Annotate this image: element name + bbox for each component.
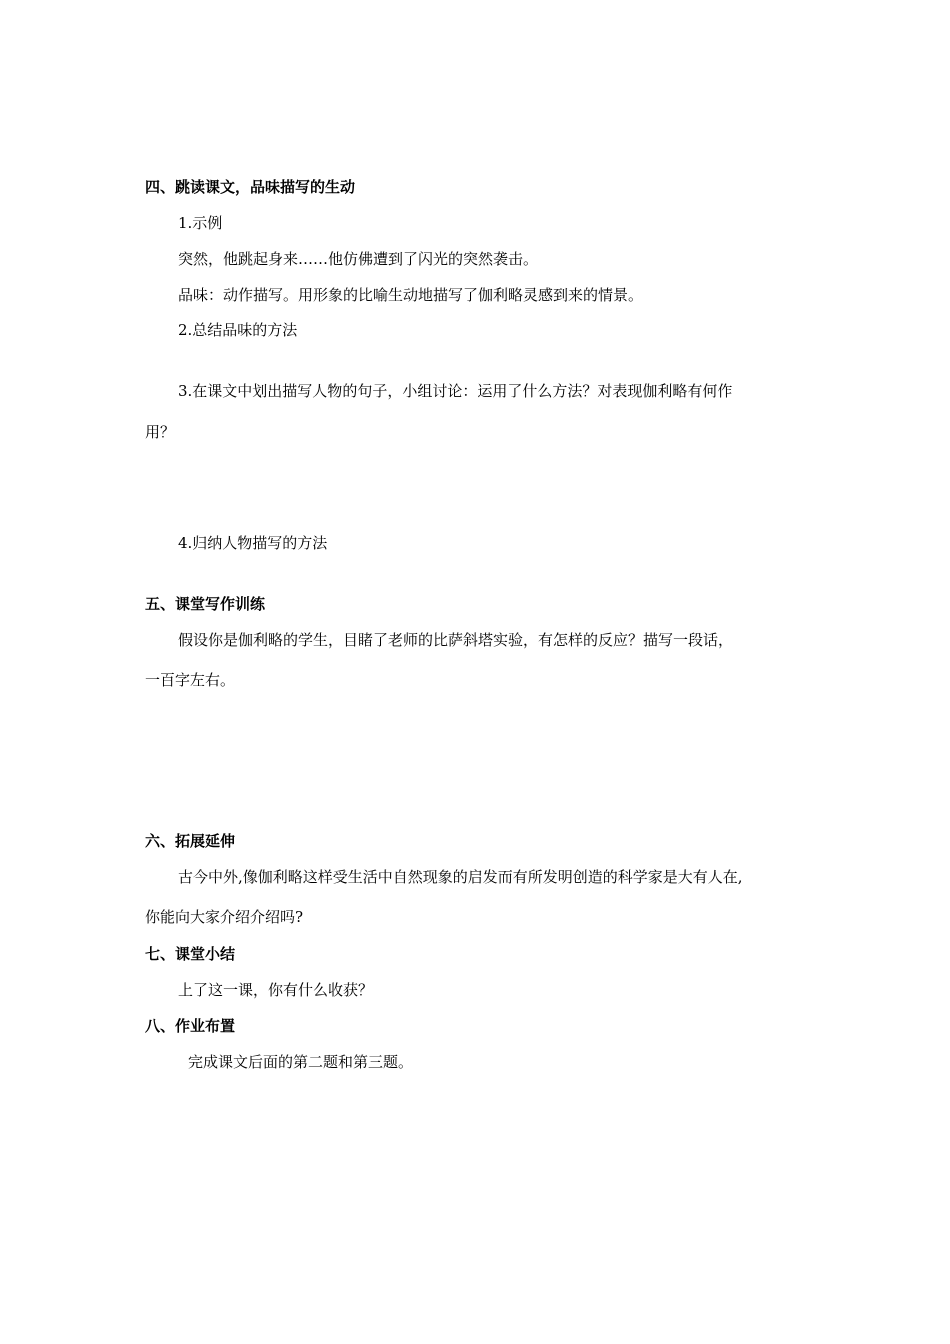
- section-seven-heading: 七、课堂小结: [145, 945, 236, 963]
- section-five-line-2: 一百字左右。: [145, 671, 236, 689]
- section-four-item-3-line-2: 用？: [145, 423, 176, 441]
- section-eight-heading: 八、作业布置: [145, 1017, 236, 1035]
- section-six-line-2: 你能向大家介绍介绍吗?: [145, 908, 304, 926]
- section-seven-line-1: 上了这一课，你有什么收获？: [178, 981, 374, 999]
- section-five-heading: 五、课堂写作训练: [145, 595, 266, 613]
- section-four-item-2: 2.总结品味的方法: [178, 321, 298, 339]
- section-six-line-1: 古今中外,像伽利略这样受生活中自然现象的启发而有所发明创造的科学家是大有人在,: [178, 868, 743, 886]
- section-six-heading: 六、拓展延伸: [145, 832, 236, 850]
- section-four-item-1: 1.示例: [178, 214, 223, 232]
- section-four-heading: 四、跳读课文，品味描写的生动: [145, 178, 356, 196]
- section-four-appreciation: 品味：动作描写。用形象的比喻生动地描写了伽利略灵感到来的情景。: [178, 286, 644, 304]
- section-four-example-sentence: 突然，他跳起身来‥‥‥他仿佛遭到了闪光的突然袭击。: [178, 250, 539, 268]
- section-four-item-4: 4.归纳人物描写的方法: [178, 534, 328, 552]
- section-five-line-1: 假设你是伽利略的学生，目睹了老师的比萨斜塔实验，有怎样的反应？描写一段话，: [178, 631, 734, 649]
- section-eight-line-1: 完成课文后面的第二题和第三题。: [188, 1053, 414, 1071]
- section-four-item-3-line-1: 3.在课文中划出描写人物的句子，小组讨论：运用了什么方法？对表现伽利略有何作: [178, 382, 733, 400]
